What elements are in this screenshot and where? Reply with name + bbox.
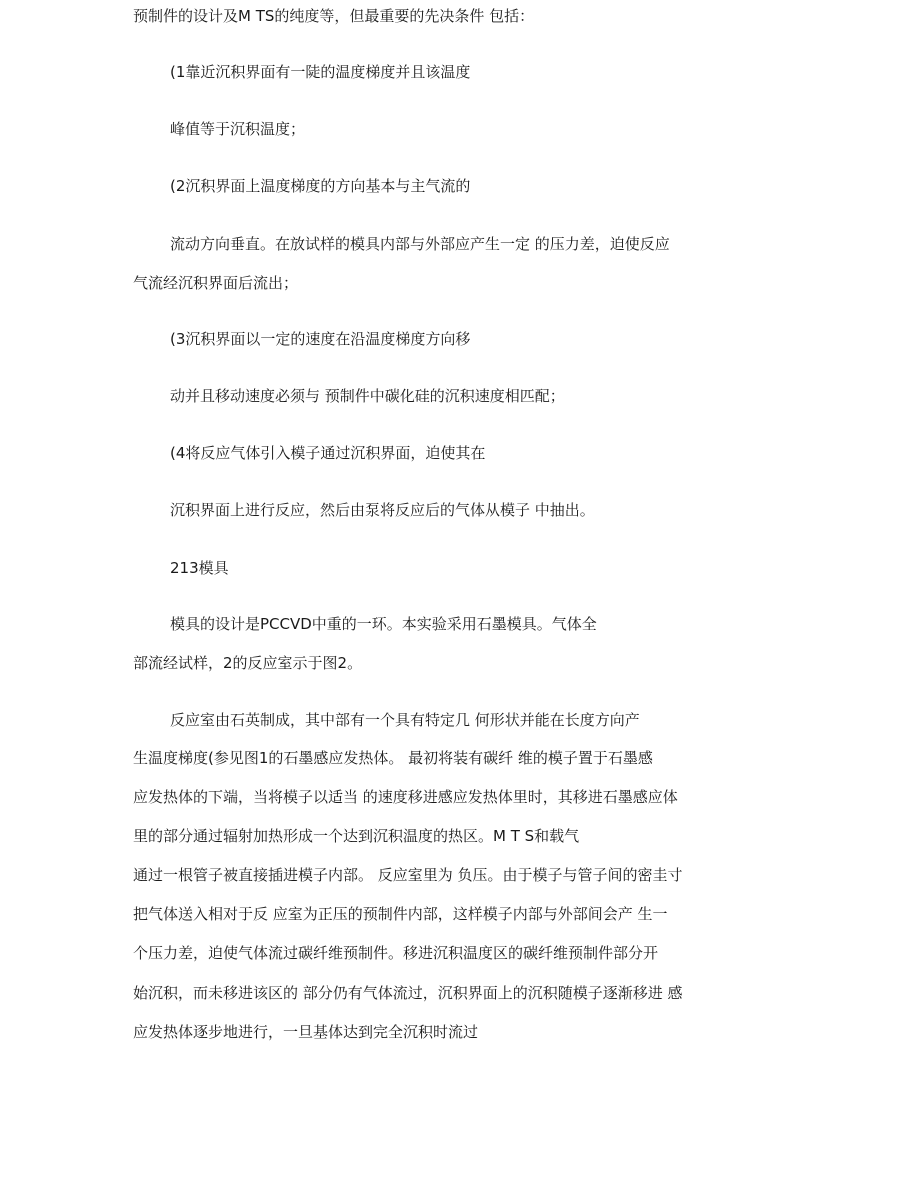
text-line: (3沉积界面以一定的速度在沿温度梯度方向移 [170, 330, 471, 348]
text-line: 预制件的设计及M TS的纯度等，但最重要的先决条件 包括： [133, 7, 535, 25]
text-line: (2沉积界面上温度梯度的方向基本与主气流的 [170, 177, 471, 195]
text-line: 里的部分通过辐射加热形成一个达到沉积温度的热区。M T S和载气 [133, 827, 580, 845]
text-line: 部流经试样，2的反应室示于图2。 [133, 654, 363, 672]
text-line: 把气体送入相对于反 应室为正压的预制件内部，这样模子内部与外部间会产 生一 [133, 905, 668, 923]
text-line: (1靠近沉积界面有一陡的温度梯度并且该温度 [170, 63, 471, 81]
section-heading: 213模具 [170, 559, 229, 577]
text-line: 个压力差，迫使气体流过碳纤维预制件。移进沉积温度区的碳纤维预制件部分开 [133, 944, 659, 962]
text-line: 气流经沉积界面后流出； [133, 274, 299, 292]
text-line: 反应室由石英制成，其中部有一个具有特定几 何形状并能在长度方向产 [170, 711, 640, 729]
text-line: 流动方向垂直。在放试样的模具内部与外部应产生一定 的压力差，迫使反应 [170, 235, 670, 253]
text-line: 沉积界面上进行反应，然后由泵将反应后的气体从模子 中抽出。 [170, 501, 595, 519]
text-line: 始沉积，而未移进该区的 部分仍有气体流过，沉积界面上的沉积随模子逐渐移进 感 [133, 984, 683, 1002]
text-line: (4将反应气体引入模子通过沉积界面，迫使其在 [170, 444, 486, 462]
text-line: 应发热体逐步地进行，一旦基体达到完全沉积时流过 [133, 1023, 479, 1041]
text-line: 峰值等于沉积温度； [170, 120, 306, 138]
text-line: 通过一根管子被直接插进模子内部。 反应室里为 负压。由于模子与管子间的密圭寸 [133, 866, 683, 884]
text-line: 动并且移动速度必须与 预制件中碳化硅的沉积速度相匹配； [170, 387, 565, 405]
text-line: 生温度梯度(参见图1的石墨感应发热体。 最初将装有碳纤 维的模子置于石墨感 [133, 749, 653, 767]
text-line: 模具的设计是PCCVD中重的一环。本实验采用石墨模具。气体全 [170, 615, 597, 633]
text-line: 应发热体的下端，当将模子以适当 的速度移进感应发热体里时，其移进石墨感应体 [133, 788, 678, 806]
